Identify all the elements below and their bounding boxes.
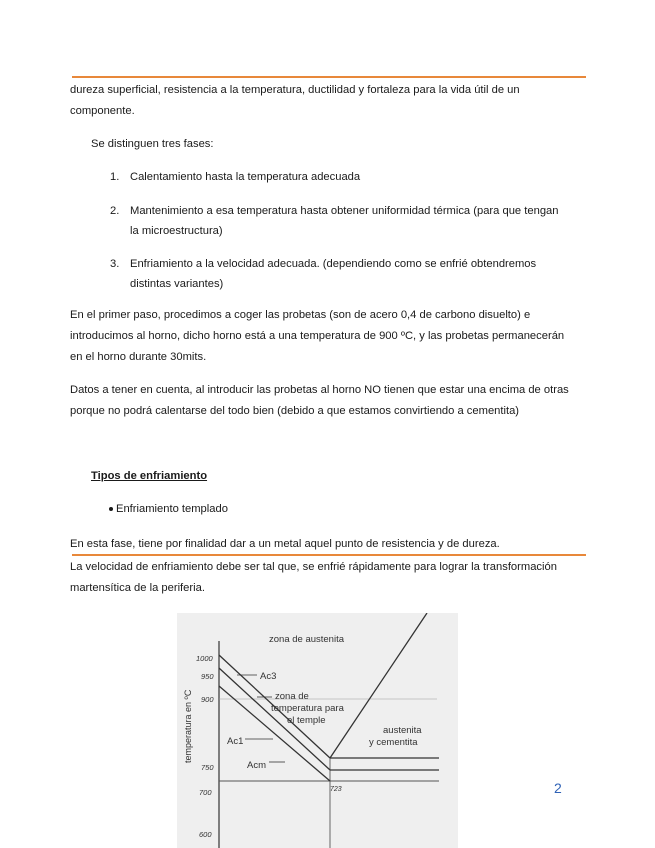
section-rule — [72, 554, 586, 556]
zone-label-line: zona de — [275, 691, 309, 702]
phase-diagram-figure — [177, 613, 458, 848]
y-tick: 1000 — [196, 654, 213, 663]
label-acm: Acm — [247, 760, 266, 771]
list-number: 2. — [110, 205, 120, 217]
list-text: Enfriamiento a la velocidad adecuada. (dependiendo como se enfrié obtendremos distintas variantes) — [130, 258, 537, 290]
region-austenite-cementite: austenita — [383, 725, 422, 736]
y-axis-label: temperatura en ºC — [183, 689, 193, 763]
list-number: 1. — [110, 171, 120, 183]
paragraph-phase-goal: En esta fase, tiene por finalidad dar a un metal aquel punto de resistencia y de dureza. — [70, 538, 500, 550]
bullet-item — [109, 503, 228, 515]
label-ac1: Ac1 — [227, 736, 244, 747]
bullet-icon — [109, 507, 113, 511]
zone-label-line: temperatura para — [271, 703, 344, 714]
section-heading: Tipos de enfriamiento — [91, 470, 208, 482]
zone-label-line: el temple — [287, 715, 326, 726]
y-tick: 700 — [199, 788, 212, 797]
paragraph-first-step: En el primer paso, procedimos a coger las probetas (son de acero 0,4 de carbono disuelto) e introducimos al horno, dicho horno está a una temperatura de 900 ºC, y las probetas permanecerán en el horno durante 30mits. — [70, 309, 565, 363]
list-text: Calentamiento hasta la temperatura adecuada — [130, 171, 361, 183]
y-tick: 750 — [201, 763, 214, 772]
phase-diagram — [177, 613, 458, 848]
list-text: Mantenimiento a esa temperatura hasta obtener uniformidad térmica (para que tengan la microestructura) — [130, 205, 559, 237]
y-tick: 600 — [199, 830, 212, 839]
phases-intro: Se distinguen tres fases: — [91, 138, 214, 150]
y-tick: 900 — [201, 695, 214, 704]
bullet-text: Enfriamiento templado — [116, 503, 228, 515]
paragraph-continued: dureza superficial, resistencia a la temperatura, ductilidad y fortaleza para la vida útil de un componente. — [70, 84, 520, 117]
y-tick: 950 — [201, 672, 214, 681]
region-austenite: zona de austenita — [269, 634, 345, 645]
paragraph-velocity: La velocidad de enfriamiento debe ser tal que, se enfrié rápidamente para lograr la transformación martensítica de la periferia. — [70, 561, 557, 594]
list-number: 3. — [110, 258, 120, 270]
x-tick: 723 — [330, 786, 342, 793]
paragraph-data: Datos a tener en cuenta, al introducir las probetas al horno NO tienen que estar una encima de otras porque no podrá calentarse del todo bien (debido a que estamos convirtiendo a cementita) — [70, 384, 569, 417]
label-ac3: Ac3 — [260, 671, 277, 682]
region-austenite-cementite: y cementita — [369, 737, 418, 748]
page-number: 2 — [554, 780, 562, 796]
header-rule — [72, 76, 586, 78]
